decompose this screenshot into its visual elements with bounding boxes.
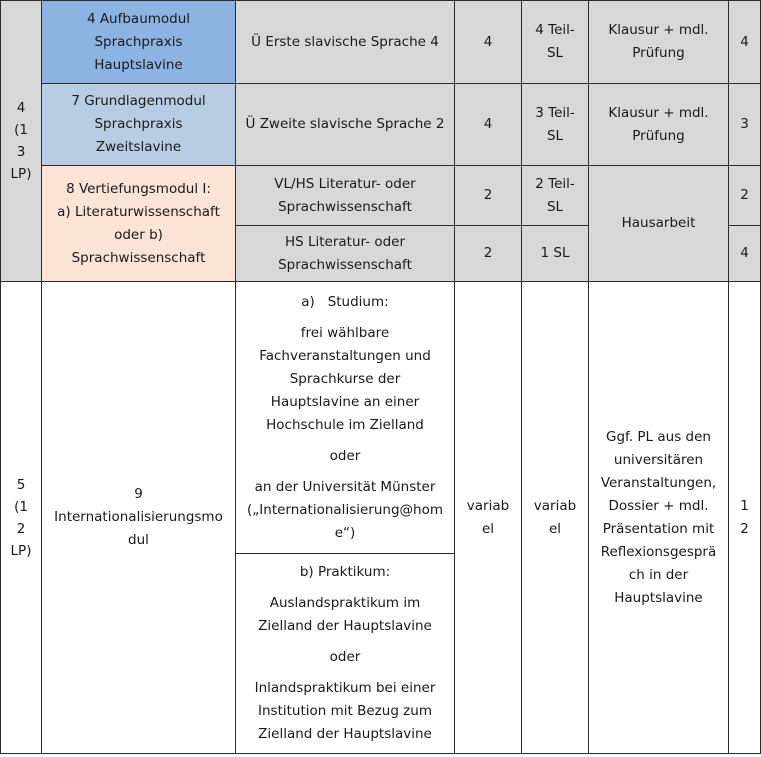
module-line: oder b) — [114, 226, 163, 243]
sl-line: SL — [546, 127, 564, 144]
study-line: Hauptslavine an einer — [270, 393, 420, 410]
spacer — [240, 638, 450, 646]
exam-cell: Hausarbeit — [589, 166, 729, 282]
study-line: an der Universität Münster — [254, 478, 436, 495]
exam-line: Ggf. PL aus den — [606, 428, 711, 445]
semester-lp-line: (1 — [14, 498, 28, 515]
sl-line: 3 Teil- — [535, 104, 575, 121]
sl-cell — [522, 166, 589, 226]
study-line: Fachveranstaltungen und — [259, 347, 431, 364]
module-line: Hauptslavine — [94, 56, 183, 73]
table-row — [1, 166, 761, 226]
course-line: Sprachwissenschaft — [278, 198, 412, 215]
exam-line: ch in der — [628, 566, 689, 583]
table-row — [1, 282, 761, 554]
sws-cell: 4 — [455, 1, 522, 84]
sws-line: el — [481, 520, 495, 537]
sws-cell: 2 — [455, 166, 522, 226]
spacer — [240, 669, 450, 677]
sl-line: variab — [533, 497, 577, 514]
sl-line: SL — [546, 198, 564, 215]
lp-cell: 3 — [729, 84, 761, 166]
study-line: Sprachkurse der — [289, 370, 401, 387]
course-cell — [236, 226, 455, 282]
semester-lp-line: 3 — [16, 144, 26, 160]
module-line: Zweitslavine — [95, 139, 182, 155]
course-cell: Ü Erste slavische Sprache 4 — [236, 1, 455, 84]
sl-cell — [522, 84, 589, 166]
exam-line: Klausur + mdl. — [608, 104, 709, 121]
sws-cell: 2 — [455, 226, 522, 282]
exam-line: Dossier + mdl. — [608, 497, 709, 514]
internship-heading: b) Praktikum: — [299, 564, 391, 580]
study-cell — [236, 282, 455, 554]
sl-cell — [522, 282, 589, 754]
exam-line: Klausur + mdl. — [608, 22, 709, 38]
internship-line: Zielland der Hauptslavine — [258, 726, 432, 742]
exam-cell — [589, 84, 729, 166]
internship-cell — [236, 554, 455, 754]
course-line: Sprachwissenschaft — [278, 256, 412, 273]
module-line: Internationalisierungsmo — [54, 509, 223, 525]
spacer — [240, 468, 450, 476]
exam-line: Hauptslavine — [614, 589, 703, 606]
internship-line: Zielland der Hauptslavine — [258, 618, 432, 634]
exam-line: Prüfung — [632, 45, 685, 61]
study-line: frei wählbare — [300, 324, 390, 341]
course-cell: Ü Zweite slavische Sprache 2 — [236, 84, 455, 166]
sws-cell — [455, 282, 522, 754]
semester-lp-line: LP) — [10, 166, 32, 182]
module-cell — [42, 166, 236, 282]
study-line: Hochschule im Zielland — [266, 416, 424, 433]
module-line: a) Literaturwissenschaft — [57, 203, 220, 220]
sl-line: 2 Teil- — [535, 175, 575, 192]
table-row — [1, 1, 761, 84]
semester-lp-line: (1 — [14, 122, 28, 138]
semester-lp-line: 2 — [16, 520, 26, 537]
semester-lp-line: LP) — [10, 542, 32, 559]
semester-number: 4 — [16, 100, 26, 116]
study-heading: a) Studium: — [301, 293, 389, 310]
course-line: VL/HS Literatur- oder — [274, 175, 416, 192]
sl-line: el — [548, 520, 562, 537]
lp-line: 2 — [740, 520, 749, 537]
module-line: Sprachpraxis — [94, 116, 183, 132]
module-line: 8 Vertiefungsmodul I: — [66, 180, 211, 197]
table-row — [1, 84, 761, 166]
sws-cell: 4 — [455, 84, 522, 166]
study-or: oder — [329, 447, 361, 464]
sl-cell — [522, 1, 589, 84]
study-line: e“) — [334, 524, 356, 541]
exam-line: Präsentation mit — [602, 520, 715, 537]
module-line: Sprachpraxis — [94, 33, 183, 50]
semester-number: 5 — [16, 476, 26, 493]
module-cell — [42, 1, 236, 84]
exam-cell — [589, 1, 729, 84]
exam-line: Reflexionsgesprä — [600, 543, 717, 560]
sws-line: variab — [466, 497, 510, 514]
internship-line: Inlandspraktikum bei einer — [254, 680, 436, 696]
module-line: 4 Aufbaumodul — [86, 10, 191, 27]
exam-cell — [589, 282, 729, 754]
study-line: („Internationalisierung@hom — [247, 501, 443, 518]
exam-line: Prüfung — [632, 127, 685, 144]
module-line: 7 Grundlagenmodul — [71, 93, 206, 109]
spacer — [240, 437, 450, 445]
semester-5-cell — [1, 282, 42, 754]
lp-cell — [729, 282, 761, 754]
course-line: HS Literatur- oder — [284, 233, 406, 250]
sl-cell: 1 SL — [522, 226, 589, 282]
module-cell — [42, 282, 236, 754]
module-line: dul — [128, 532, 149, 548]
lp-line: 1 — [740, 497, 749, 514]
spacer — [240, 584, 450, 592]
sl-line: 4 Teil- — [535, 22, 575, 38]
module-line: Sprachwissenschaft — [71, 249, 206, 266]
lp-cell: 4 — [729, 226, 761, 282]
exam-line: universitären — [613, 451, 704, 468]
course-cell — [236, 166, 455, 226]
internship-line: Institution mit Bezug zum — [258, 703, 432, 719]
module-cell — [42, 84, 236, 166]
lp-cell: 2 — [729, 166, 761, 226]
internship-line: Auslandspraktikum im — [269, 595, 421, 611]
internship-or: oder — [329, 649, 361, 665]
semester-4-cell — [1, 1, 42, 282]
spacer — [240, 314, 450, 322]
lp-cell: 4 — [729, 1, 761, 84]
module-line: 9 — [134, 486, 143, 502]
exam-line: Veranstaltungen, — [600, 474, 717, 491]
sl-line: SL — [546, 45, 564, 61]
